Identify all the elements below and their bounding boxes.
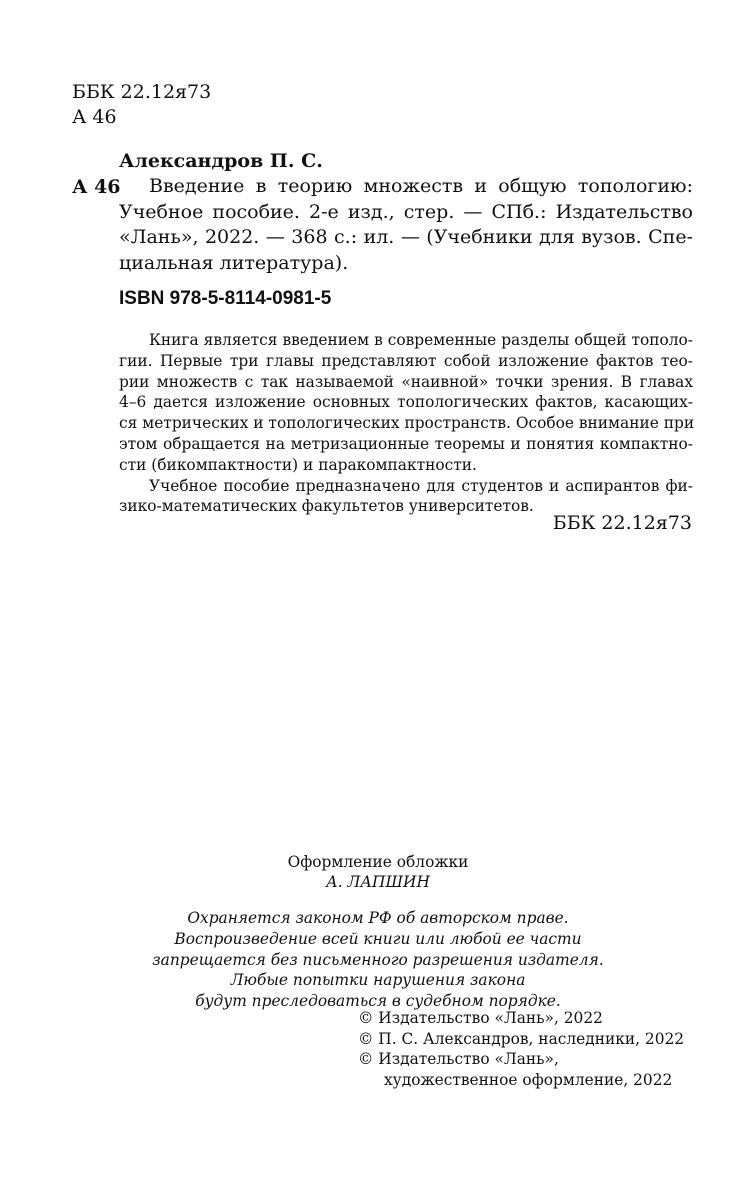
- annotation: [119, 330, 693, 517]
- notice-line: Охраняется законом РФ об авторском праве.: [187, 909, 569, 927]
- annotation-line: сти (бикомпактности) и паракомпактности.: [119, 455, 477, 474]
- isbn: ISBN 978-5-8114-0981-5: [119, 288, 332, 309]
- copyright-line: © Издательство «Лань»,: [358, 1050, 559, 1068]
- copyright-line: © П. С. Александров, наследники, 2022: [358, 1029, 685, 1048]
- cover-label: Оформление обложки: [287, 853, 469, 871]
- copyright-line: © Издательство «Лань», 2022: [358, 1009, 603, 1027]
- author-mark-inline: А 46: [72, 176, 121, 198]
- annotation-line: Учебное пособие предназначено для студентов и аспирантов фи-: [149, 476, 693, 495]
- bibliographic-description: [119, 174, 693, 276]
- copyright-notice: [0, 908, 756, 1012]
- annotation-line: ся метрических и топологических пространств. Особое внимание при: [119, 414, 695, 433]
- notice-line: будут преследоваться в судебном порядке.: [195, 992, 561, 1011]
- cover-credit: [0, 852, 756, 892]
- annotation-line: Книга является введением в современные разделы общей тополо-: [149, 331, 693, 349]
- biblio-line: циальная литература).: [119, 251, 349, 274]
- notice-line: Любые попытки нарушения закона: [230, 971, 526, 990]
- biblio-line: Введение в теорию множеств и общую топологию:: [149, 175, 693, 197]
- author-name: Александров П. С.: [119, 150, 323, 172]
- header-block: [72, 80, 211, 130]
- notice-line: запрещается без письменного разрешения издателя.: [152, 950, 604, 969]
- copyright-holders: [358, 1008, 684, 1090]
- annotation-line: зико-математических факультетов университетов.: [119, 497, 534, 516]
- annotation-line: рии множеств с так называемой «наивной» точки зрения. В главах: [119, 372, 693, 391]
- biblio-line: Учебное пособие. 2-е изд., стер. — СПб.: Издательство: [119, 200, 693, 223]
- annotation-line: этом обращается на метризационные теоремы и понятия компактно-: [119, 434, 693, 453]
- annotation-line: гии. Первые три главы представляют собой изложение фактов тео-: [119, 351, 693, 370]
- bbk-code-bottom: ББК 22.12я73: [552, 512, 692, 534]
- bbk-code: ББК 22.12я73: [72, 81, 212, 103]
- cover-designer: А. ЛАПШИН: [326, 873, 430, 891]
- author-mark: А 46: [72, 106, 117, 128]
- copyright-line: художественное оформление, 2022: [384, 1070, 673, 1089]
- biblio-line: «Лань», 2022. — 368 с.: ил. — (Учебники для вузов. Спе-: [119, 226, 693, 248]
- notice-line: Воспроизведение всей книги или любой ее части: [174, 929, 582, 948]
- annotation-line: 4–6 дается изложение основных топологических фактов, касающих-: [119, 393, 693, 412]
